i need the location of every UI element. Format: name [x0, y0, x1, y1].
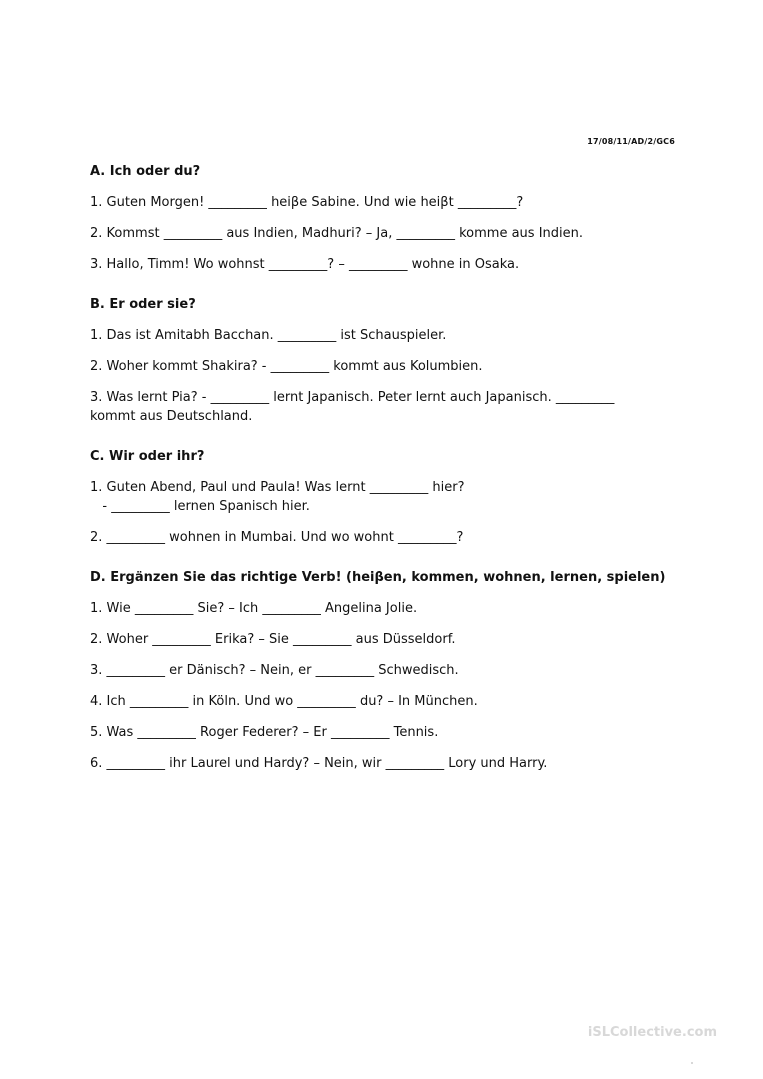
exercise-line: 2. _________ wohnen in Mumbai. Und wo wohnt _________?: [90, 530, 464, 545]
section-a: [90, 163, 680, 274]
exercise-line: 1. Guten Morgen! _________ heiβe Sabine. Und wie heiβt _________?: [90, 195, 524, 210]
exercise-line: 1. Guten Abend, Paul und Paula! Was lernt _________ hier? - _________ lernen Spanisch hier.: [90, 480, 465, 514]
watermark-logo: iSLCollective.com: [587, 1025, 717, 1040]
section-heading: B. Er oder sie?: [90, 297, 196, 312]
section-heading: D. Ergänzen Sie das richtige Verb! (heiβen, kommen, wohnen, lernen, spielen): [90, 570, 666, 585]
section-heading: C. Wir oder ihr?: [90, 449, 205, 464]
exercise-line: 2. Woher kommt Shakira? - _________ kommt aus Kolumbien.: [90, 359, 483, 374]
exercise-line: 2. Kommst _________ aus Indien, Madhuri? – Ja, _________ komme aus Indien.: [90, 226, 584, 241]
section-heading: A. Ich oder du?: [90, 164, 201, 179]
section-d: [90, 569, 680, 773]
exercise-line: 2. Woher _________ Erika? – Sie _________ aus Düsseldorf.: [90, 632, 456, 647]
section-c: [90, 448, 680, 547]
exercise-line: 1. Wie _________ Sie? – Ich _________ Angelina Jolie.: [90, 601, 418, 616]
exercise-line: 3. Hallo, Timm! Wo wohnst _________? – _________ wohne in Osaka.: [90, 257, 520, 272]
exercise-line: 3. _________ er Dänisch? – Nein, er _________ Schwedisch.: [90, 663, 459, 678]
exercise-line: 6. _________ ihr Laurel und Hardy? – Nein, wir _________ Lory und Harry.: [90, 756, 548, 771]
document-code: 17/08/11/AD/2/GC6: [587, 137, 675, 146]
section-b: [90, 296, 680, 426]
worksheet: [90, 163, 680, 795]
exercise-line: 1. Das ist Amitabh Bacchan. _________ ist Schauspieler.: [90, 328, 447, 343]
exercise-line: 4. Ich _________ in Köln. Und wo _________ du? – In München.: [90, 694, 478, 709]
exercise-line: 5. Was _________ Roger Federer? – Er _________ Tennis.: [90, 725, 439, 740]
decorative-dot: [691, 1062, 693, 1064]
exercise-line: 3. Was lernt Pia? - _________ lernt Japanisch. Peter lernt auch Japanisch. _________ kommt aus Deutschland.: [90, 390, 615, 424]
